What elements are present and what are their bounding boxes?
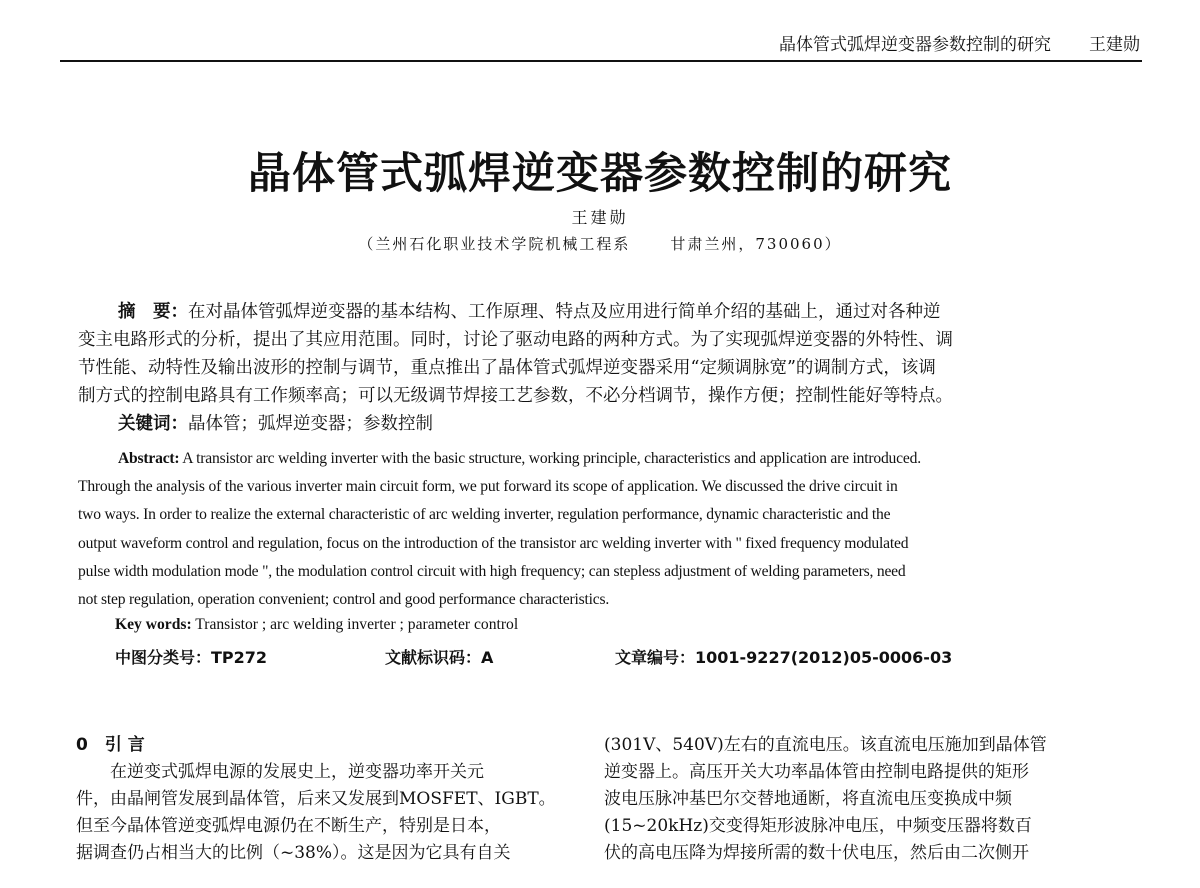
affiliation-place: 甘肃兰州，730060） (670, 235, 842, 253)
abstract-cn (78, 298, 1142, 438)
affiliation (0, 233, 1200, 254)
header-rule (60, 60, 1142, 62)
keywords-cn: 晶体管；弧焊逆变器；参数控制 (188, 414, 433, 434)
author: 王建勋 (571, 208, 629, 227)
abstract-en-line: A transistor arc welding inverter with the basic structure, working principle, characteristics and application are introduced. (179, 450, 921, 467)
body-line: 波电压脉冲基巴尔交替地通断，将直流电压变换成中频 (604, 789, 1012, 809)
abstract-en-line: pulse width modulation mode ", the modulation control circuit with high frequency; can stepless adjustment of welding parameters, need (78, 562, 906, 580)
keywords-cn-label: 关键词： (118, 414, 188, 434)
body-line: 伏的高电压降为焊接所需的数十伏电压，然后由二次侧开 (604, 843, 1029, 863)
abstract-cn-line: 节性能、动特性及输出波形的控制与调节，重点推出了晶体管式弧焊逆变器采用“定频调脉宽”的调制方式，该调 (78, 358, 936, 378)
document-code: 文献标识码：A (385, 648, 494, 667)
column-right (604, 732, 1047, 867)
keywords-en (115, 616, 518, 634)
keywords-en-text: Transistor ; arc welding inverter ; parameter control (191, 616, 519, 633)
running-title: 晶体管式弧焊逆变器参数控制的研究 (779, 35, 1051, 55)
abstract-cn-line: 制方式的控制电路具有工作频率高；可以无级调节焊接工艺参数，不必分档调节，操作方便；控制性能好等特点。 (78, 386, 953, 406)
body-line: (15~20kHz)交变得矩形波脉冲电压，中频变压器将数百 (604, 816, 1032, 836)
abstract-cn-line: 变主电路形式的分析，提出了其应用范围。同时，讨论了驱动电路的两种方式。为了实现弧焊逆变器的外特性、调 (78, 330, 953, 350)
abstract-cn-label: 摘 要： (118, 302, 188, 322)
keywords-en-label: Key words: (115, 616, 192, 633)
body-line: 件，由晶闸管发展到晶体管，后来又发展到MOSFET、IGBT。 (76, 789, 556, 809)
body-line: 逆变器上。高压开关大功率晶体管由控制电路提供的矩形 (604, 762, 1029, 782)
abstract-cn-line: 在对晶体管弧焊逆变器的基本结构、工作原理、特点及应用进行简单介绍的基础上，通过对各种逆 (188, 302, 941, 322)
paper-title: 晶体管式弧焊逆变器参数控制的研究 (248, 149, 952, 199)
body-line: 据调查仍占相当大的比例（~38%）。这是因为它具有自关 (76, 843, 511, 863)
abstract-en-line: output waveform control and regulation, focus on the introduction of the transistor arc welding inverter with " fixed frequency modulated (78, 534, 909, 552)
abstract-en-label: Abstract: (118, 450, 180, 467)
body-line: (301V、540V)左右的直流电压。该直流电压施加到晶体管 (604, 735, 1047, 755)
abstract-en-line: two ways. In order to realize the external characteristic of arc welding inverter, regulation performance, dynamic characteristic and the (78, 506, 891, 524)
abstract-en-line: not step regulation, operation convenient; control and good performance characteristics. (78, 591, 610, 609)
running-author: 王建勋 (1089, 35, 1140, 55)
section-heading: 0 引 言 (76, 735, 145, 755)
abstract-en (78, 445, 1142, 614)
article-id: 文章编号：1001-9227(2012)05-0006-03 (615, 648, 953, 667)
clc-number: 中图分类号：TP272 (115, 648, 268, 667)
column-left (76, 732, 556, 867)
affiliation-org: （兰州石化职业技术学院机械工程系 (358, 235, 631, 253)
body-line: 在逆变式弧焊电源的发展史上，逆变器功率开关元 (76, 762, 484, 782)
abstract-en-line: Through the analysis of the various inverter main circuit form, we put forward its scope of application. We discussed the drive circuit in (78, 478, 898, 496)
running-header (779, 30, 1140, 55)
body-line: 但至今晶体管逆变弧焊电源仍在不断生产，特别是日本， (76, 816, 501, 836)
